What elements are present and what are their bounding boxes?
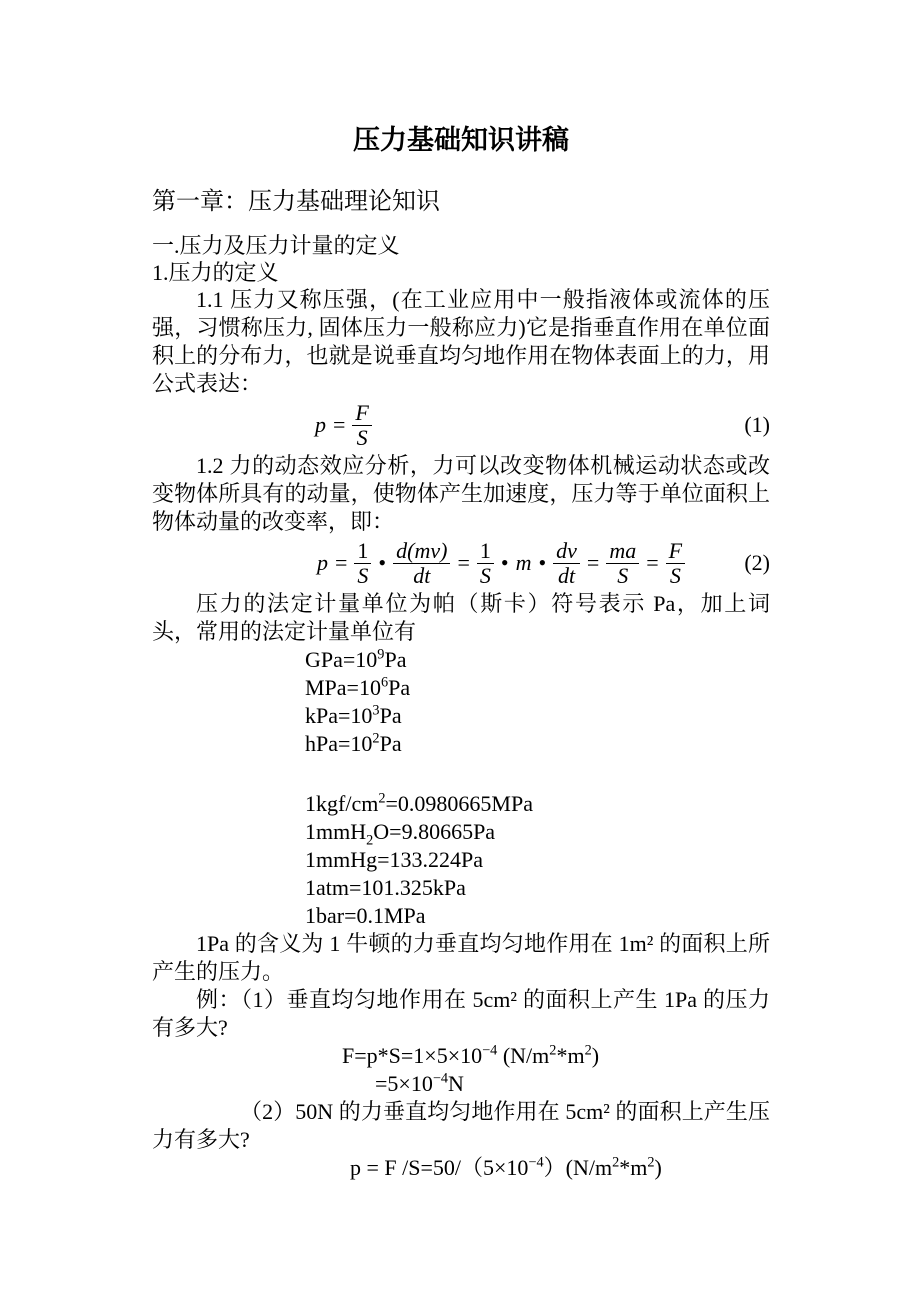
bullet-operator: • (378, 550, 387, 575)
paragraph-legal-units: 压力的法定计量单位为帕（斯卡）符号表示 Pa，加上词头，常用的法定计量单位有 (152, 591, 770, 644)
equation-variable: m (515, 550, 532, 575)
unit-text: MPa=10 (305, 675, 381, 700)
calc-superscript: 2 (647, 1154, 655, 1171)
calc-superscript: 2 (584, 1042, 592, 1059)
unit-line-mpa (305, 674, 770, 702)
unit-line-kgf (305, 790, 770, 818)
fraction-denominator: dt (557, 562, 576, 588)
paragraph-1pa-meaning: 1Pa 的含义为 1 牛顿的力垂直均匀地作用在 1m² 的面积上所产生的压力。 (152, 931, 770, 984)
unit-line-mmh2o (305, 818, 770, 849)
unit-superscript: 3 (372, 702, 380, 719)
unit-text: kPa=10 (305, 703, 373, 728)
equation-variable: p (315, 412, 326, 437)
fraction-numerator: dv (553, 539, 580, 564)
calc-text: F=p*S=1×5×10 (342, 1043, 483, 1068)
unit-line-kpa (305, 702, 770, 730)
fraction-numerator: F (352, 401, 371, 426)
fraction-F-over-S (352, 401, 371, 450)
fraction-numerator: d(mv) (393, 539, 450, 564)
fraction-denominator: S (479, 562, 491, 588)
unit-superscript: 2 (372, 730, 380, 747)
fraction-1-over-S (354, 539, 371, 588)
calc-superscript: 2 (549, 1042, 557, 1059)
calc-line-force (342, 1042, 770, 1070)
calc-text: ）(N/m (543, 1155, 613, 1180)
calc-text: N (448, 1071, 464, 1096)
equation-1 (152, 400, 770, 450)
equation-1-number: (1) (744, 412, 770, 437)
fraction-1-over-S (477, 539, 494, 588)
chapter-heading: 第一章：压力基础理论知识 (152, 189, 440, 215)
equals-sign: = (333, 412, 346, 437)
calc-superscript: 2 (612, 1154, 620, 1171)
unit-text: GPa=10 (305, 647, 378, 672)
unit-text: hPa=10 (305, 731, 373, 756)
unit-text: =0.0980665MPa (385, 791, 533, 816)
paragraph-example-1: 例：（1）垂直均匀地作用在 5cm² 的面积上产生 1Pa 的压力有多大? (152, 987, 770, 1040)
unit-line-bar (305, 902, 770, 930)
unit-subscript: 2 (366, 832, 374, 849)
unit-superscript: 6 (380, 674, 389, 691)
equation-variable: p (317, 550, 328, 575)
calc-superscript: −4 (482, 1042, 498, 1059)
unit-text: Pa (388, 675, 411, 700)
unit-text: Pa (379, 731, 402, 756)
paragraph-1-2: 1.2 力的动态效应分析，力可以改变物体机械运动状态或改变物体所具有的动量，使物体产生加速度，压力等于单位面积上物体动量的改变率，即： (152, 453, 770, 534)
calc-text: (N/m (497, 1043, 550, 1068)
equals-sign: = (335, 550, 348, 575)
fraction-numerator: 1 (477, 539, 494, 564)
calc-text: =5×10 (375, 1071, 433, 1096)
subsection-heading: 1.压力的定义 (152, 260, 279, 285)
equation-1-body (315, 401, 372, 450)
equation-2 (152, 538, 770, 588)
calc-line-pressure (350, 1154, 770, 1182)
fraction-numerator: ma (606, 539, 639, 564)
bullet-operator: • (538, 550, 547, 575)
calc-text: p = F /S=50/（5×10 (350, 1155, 529, 1180)
unit-text: O=9.80665Pa (373, 819, 496, 844)
fraction-dmv-over-dt (393, 539, 450, 588)
section-heading: 一.压力及压力计量的定义 (152, 233, 400, 258)
equals-sign: = (586, 550, 600, 575)
unit-line-mmhg (305, 846, 770, 874)
unit-text: Pa (384, 647, 407, 672)
paragraph-1-1: 1.1 压力又称压强，(在工业应用中一般指液体或流体的压强，习惯称压力, 固体压力一般称应力)它是指垂直作用在单位面积上的分布力，也就是说垂直均匀地作用在物体表面上的力，用公式表达： (152, 287, 770, 396)
fraction-dv-over-dt (553, 539, 580, 588)
si-unit-list (152, 646, 770, 758)
fraction-numerator: 1 (354, 539, 371, 564)
unit-text: Pa (379, 703, 402, 728)
unit-superscript: 9 (377, 646, 385, 663)
calc-line-force-result (375, 1070, 770, 1098)
calc-text: ) (591, 1043, 600, 1068)
fraction-denominator: S (357, 562, 369, 588)
paragraph-example-2: （2）50N 的力垂直均匀地作用在 5cm² 的面积上产生压力有多大? (152, 1099, 770, 1152)
unit-text: 1kgf/cm (305, 791, 379, 816)
fraction-F-over-S (666, 539, 685, 588)
fraction-ma-over-S (606, 539, 639, 588)
unit-line-gpa (305, 646, 770, 674)
equals-sign: = (457, 550, 470, 575)
fraction-denominator: S (669, 562, 681, 588)
document-title: 压力基础知识讲稿 (353, 125, 569, 155)
bullet-operator: • (500, 550, 509, 575)
calc-text: *m (556, 1043, 585, 1068)
unit-text: 1mmH (305, 819, 367, 844)
unit-text: 1atm=101.325kPa (305, 875, 466, 900)
equals-sign: = (646, 550, 659, 575)
unit-text: 1bar=0.1MPa (305, 903, 426, 928)
fraction-denominator: S (356, 424, 368, 450)
unit-line-hpa (305, 730, 770, 758)
fraction-numerator: F (666, 539, 685, 564)
calc-text: ) (654, 1155, 662, 1180)
other-unit-list (152, 790, 770, 930)
unit-superscript: 2 (378, 790, 386, 807)
unit-line-atm (305, 874, 770, 902)
calc-superscript: −4 (528, 1154, 544, 1171)
fraction-denominator: S (617, 562, 629, 588)
calc-text: *m (619, 1155, 648, 1180)
unit-text: 1mmHg=133.224Pa (305, 847, 484, 872)
equation-2-number: (2) (744, 550, 770, 575)
fraction-denominator: dt (413, 562, 431, 588)
equation-2-body (317, 539, 685, 588)
calc-superscript: −4 (432, 1070, 449, 1087)
